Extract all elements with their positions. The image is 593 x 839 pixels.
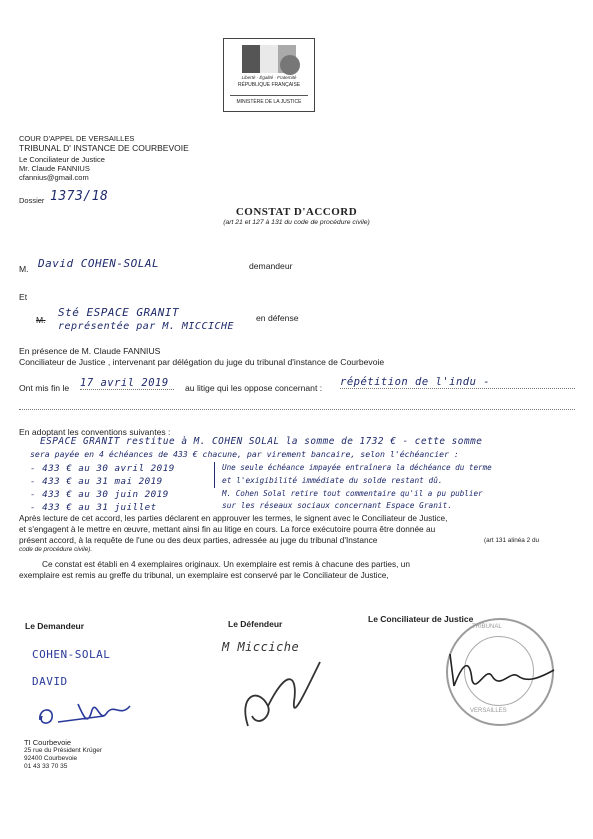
defendant-role: en défense <box>256 313 299 323</box>
conciliateur-signature <box>430 640 560 700</box>
hand-pay4: - 433 € au 31 juillet <box>30 502 157 513</box>
page-title: CONSTAT D'ACCORD <box>235 206 358 218</box>
conciliateur-label: Le Conciliateur de Justice <box>368 614 474 624</box>
body-para1-ref2: code de procédure civile). <box>19 546 93 553</box>
court-name: Mr. Claude FANNIUS <box>19 164 90 173</box>
hand-right4: sur les réseaux sociaux concernant Espace Granit. <box>222 501 453 510</box>
end-middle: au litige qui les oppose concernant : <box>185 383 323 393</box>
body-para2-line2: exemplaire est remis au greffe du tribunal, un exemplaire est conservé par le Conciliateur de Justice, <box>19 570 389 580</box>
hand-pay3: - 433 € au 30 juin 2019 <box>30 489 169 500</box>
body-para1-ref: (art 131 alinéa 2 du <box>484 537 540 544</box>
court-tribunal: TRIBUNAL D' INSTANCE DE COURBEVOIE <box>19 143 189 153</box>
hand-pay2: - 433 € au 31 mai 2019 <box>30 476 163 487</box>
demandeur-signature <box>34 692 144 732</box>
presence-line1: En présence de M. Claude FANNIUS <box>19 346 161 356</box>
hand-line1: ESPACE GRANIT restitue à M. COHEN SOLAL la somme de 1732 € - cette somme <box>40 436 483 447</box>
hand-right2: et l'exigibilité immédiate du solde restant dû. <box>222 476 443 485</box>
plaintiff-prefix: M. <box>19 264 29 274</box>
presence-line2: Conciliateur de Justice , intervenant par délégation du juge du tribunal d'instance de Courbevoie <box>19 357 385 367</box>
defendeur-name: M Micciche <box>222 640 300 654</box>
body-para1-line2: et s'engagent à le mettre en œuvre, mettant ainsi fin au litige en cours. La force exécutoire pourra être donnée au <box>19 524 436 534</box>
footer-line2: 25 rue du Président Krüger <box>24 747 103 754</box>
demandeur-label: Le Demandeur <box>25 621 85 631</box>
marianne-icon <box>242 45 296 73</box>
hand-pay1: - 433 € au 30 avril 2019 <box>30 463 175 474</box>
court-appeal: COUR D'APPEL DE VERSAILLES <box>19 134 135 143</box>
defendant-prefix: M. <box>36 315 46 325</box>
hand-right1: Une seule échéance impayée entraînera la déchéance du terme <box>222 463 492 472</box>
footer-line1: TI Courbevoie <box>24 738 72 747</box>
defendant-represented: représentée par M. MICCICHE <box>58 321 235 332</box>
footer-line3: 92400 Courbevoie <box>24 755 78 762</box>
hand-line2: sera payée en 4 échéances de 433 € chacune, par virement bancaire, selon l'échéancier : <box>30 449 459 459</box>
hand-right3: M. Cohen Solal retire tout commentaire qu'il a pu publier <box>222 489 483 498</box>
plaintiff-name: David COHEN-SOLAL <box>38 257 160 270</box>
body-para1-line3: présent accord, à la requête de l'une ou des deux parties, adressée au juge du tribunal d'Instance <box>19 535 378 545</box>
stamp-top-text: TRIBUNAL <box>472 624 502 630</box>
defendeur-label: Le Défendeur <box>228 619 283 629</box>
demandeur-name1: COHEN-SOLAL <box>32 648 111 661</box>
end-prefix: Ont mis fin le <box>19 383 70 393</box>
conventions-label: En adoptant les conventions suivantes : <box>19 427 171 437</box>
plaintiff-role: demandeur <box>249 261 293 271</box>
dossier-label: Dossier <box>19 196 45 205</box>
logo-ministry: MINISTÈRE DE LA JUSTICE <box>236 99 302 105</box>
defendant-name: Sté ESPACE GRANIT <box>58 306 180 319</box>
end-subject: répétition de l'indu - <box>340 376 575 389</box>
page-subtitle: (art 21 et 127 à 131 du code de procédure civile) <box>223 219 370 226</box>
court-conciliator: Le Conciliateur de Justice <box>19 155 105 164</box>
dossier-number: 1373/18 <box>50 189 109 204</box>
body-para1-line1: Après lecture de cet accord, les parties déclarent en approuver les termes, le signent avec le Conciliateur de Justice, <box>19 513 448 523</box>
stamp-bottom-text: VERSAILLES <box>470 708 507 714</box>
logo-republic: RÉPUBLIQUE FRANÇAISE <box>237 82 301 88</box>
logo-motto: Liberté · Égalité · Fraternité <box>241 75 297 80</box>
end-date: 17 avril 2019 <box>80 377 174 390</box>
defendeur-signature <box>228 656 338 736</box>
body-para2-line1: Ce constat est établi en 4 exemplaires originaux. Un exemplaire est remis à chacune des parties, un <box>42 559 411 569</box>
court-email: cfannius@gmail.com <box>19 173 89 182</box>
footer-line4: 01 43 33 70 35 <box>24 763 68 770</box>
et-label: Et <box>19 292 28 302</box>
demandeur-name2: DAVID <box>32 675 68 688</box>
republic-logo <box>223 38 315 112</box>
